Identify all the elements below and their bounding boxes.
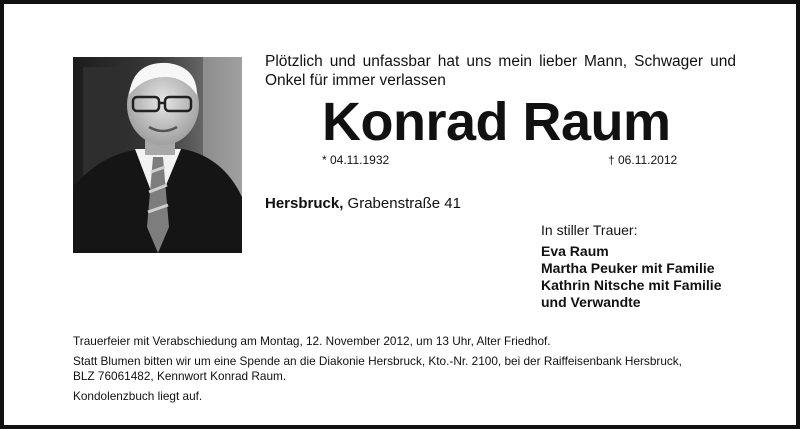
intro-text: Plötzlich und unfassbar hat uns mein lieber Mann, Schwager und Onkel für immer verlassen [265, 53, 736, 89]
portrait-icon [73, 57, 242, 253]
address-street: Grabenstraße 41 [347, 195, 461, 212]
mourning-block [541, 222, 721, 311]
donation-line: Statt Blumen bitten wir um eine Spende an die Diakonie Hersbruck, Kto.-Nr. 2100, bei der Raiffeisenbank Hersbruck, [73, 354, 682, 368]
condolence-info: Kondolenzbuch liegt auf. [73, 389, 203, 403]
deceased-name: Konrad Raum [322, 92, 671, 152]
donation-line: BLZ 76061482, Kennwort Konrad Raum. [73, 369, 287, 383]
footer-info [73, 334, 753, 404]
donation-info [73, 354, 753, 384]
portrait-photo [73, 57, 242, 253]
death-date: † 06.11.2012 [608, 153, 678, 167]
birth-date: * 04.11.1932 [322, 153, 390, 167]
address-city: Hersbruck, [265, 195, 344, 212]
mourner-name: Eva Raum [541, 243, 609, 259]
address [265, 195, 461, 212]
mourner-name: und Verwandte [541, 294, 641, 310]
mourner-name: Kathrin Nitsche mit Familie [541, 277, 722, 293]
funeral-info: Trauerfeier mit Verabschiedung am Montag, 12. November 2012, um 13 Uhr, Alter Friedhof. [73, 334, 551, 348]
mourner-name: Martha Peuker mit Familie [541, 260, 715, 276]
mourning-heading: In stiller Trauer: [541, 222, 638, 238]
